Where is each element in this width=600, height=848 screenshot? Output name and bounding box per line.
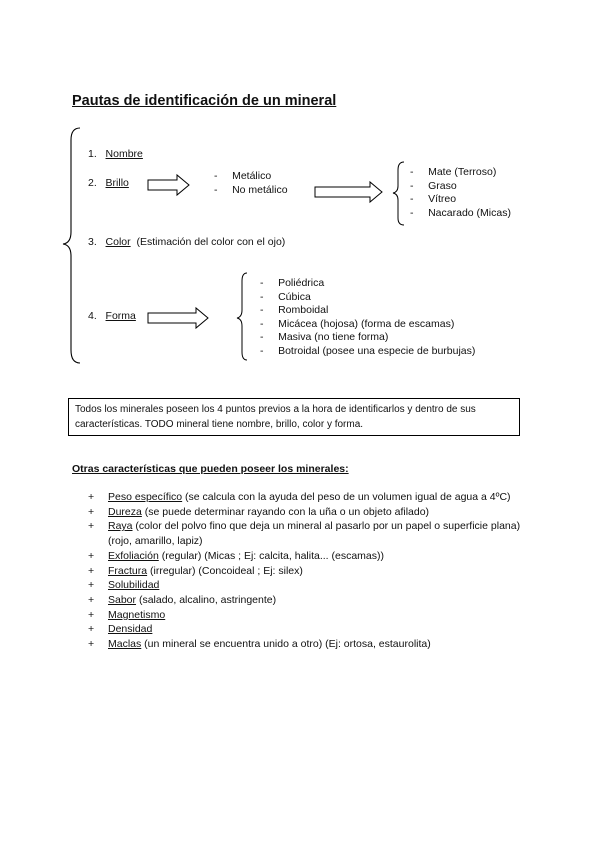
other-features-title: Otras características que pueden poseer los minerales:: [72, 463, 349, 475]
criterion-forma: [88, 310, 136, 322]
criterion-label: Color: [105, 236, 131, 248]
criterion-color: [88, 236, 285, 248]
brillo-types-list: [214, 170, 288, 197]
list-item: + Solubilidad: [88, 579, 160, 592]
criterion-number: 4.: [88, 310, 97, 322]
page-title: Pautas de identificación de un mineral: [72, 93, 337, 109]
criterion-label: Brillo: [105, 177, 129, 189]
no-metalico-arrow-icon: [315, 182, 382, 202]
criterion-nombre: [88, 148, 143, 160]
list-item: + Raya (color del polvo fino que deja un mineral al pasarlo por un papel o superficie plana) (rojo, amarillo, lapiz): [88, 520, 521, 548]
criterion-number: 2.: [88, 177, 97, 189]
list-item: + Exfoliación (regular) (Micas ; Ej: calcita, halita... (escamas)): [88, 549, 385, 562]
criterion-number: 3.: [88, 236, 97, 248]
list-item: - Metálico: [214, 170, 272, 182]
list-item: + Peso específico (se calcula con la ayuda del peso de un volumen igual de agua a 4ºC): [88, 491, 511, 503]
list-item: - No metálico: [214, 183, 288, 196]
brillo-brace: [393, 162, 404, 225]
list-item: - Cúbica: [260, 290, 311, 303]
list-item: + Maclas (un mineral se encuentra unido a otro) (Ej: ortosa, estaurolita): [88, 638, 431, 651]
list-item: - Romboidal: [260, 304, 329, 316]
other-features-list: [88, 490, 528, 652]
list-item: - Vítreo: [410, 193, 457, 205]
list-item: - Micácea (hojosa) (forma de escamas): [260, 317, 455, 330]
list-item: - Poliédrica: [260, 277, 325, 289]
list-item: - Masiva (no tiene forma): [260, 331, 389, 343]
criterion-label: Forma: [105, 310, 136, 322]
main-brace: [63, 128, 80, 363]
criterion-brillo: [88, 177, 129, 189]
list-item: + Magnetismo: [88, 608, 166, 621]
list-item: - Botroidal (posee una especie de burbujas): [260, 344, 476, 357]
criterion-number: 1.: [88, 148, 97, 160]
criterion-label: Nombre: [105, 148, 143, 160]
list-item: - Nacarado (Micas): [410, 206, 511, 219]
forma-brace: [237, 273, 247, 360]
list-item: + Dureza (se puede determinar rayando con la uña o un objeto afilado): [88, 505, 430, 518]
list-item: + Fractura (irregular) (Concoideal ; Ej: silex): [88, 564, 303, 577]
list-item: - Graso: [410, 179, 457, 192]
list-item: + Sabor (salado, alcalino, astringente): [88, 593, 277, 606]
forma-types-list: [260, 277, 475, 358]
list-item: + Densidad: [88, 623, 153, 636]
note-box: Todos los minerales poseen los 4 puntos previos a la hora de identificarlos y dentro de sus características. TODO mineral tiene nombre, brillo, color y forma.: [68, 398, 520, 436]
list-item: - Mate (Terroso): [410, 166, 497, 178]
brillo-arrow-icon: [148, 175, 189, 195]
criterion-detail: (Estimación del color con el ojo): [136, 236, 286, 248]
no-metalico-types-list: [410, 166, 511, 220]
forma-arrow-icon: [148, 308, 208, 328]
